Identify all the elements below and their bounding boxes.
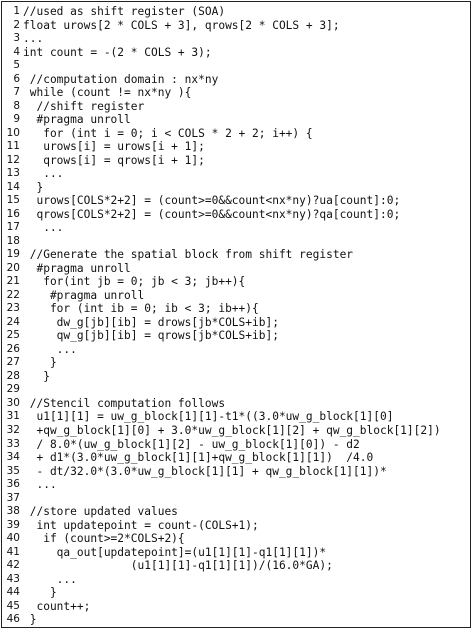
line-number: 7 [13, 86, 20, 99]
code-line [5, 465, 471, 479]
code-line [5, 573, 471, 587]
code-line [5, 397, 471, 411]
code-text [20, 383, 471, 397]
line-number: 4 [13, 45, 20, 58]
line-number: 23 [6, 302, 20, 315]
code-line [5, 532, 471, 546]
code-text: //store updated values [23, 505, 178, 519]
code-line [5, 559, 471, 573]
code-text: //Generate the spatial block from shift register [23, 248, 354, 262]
line-number: 5 [13, 59, 20, 72]
code-text: qa_out[updatepoint]=(u1[1][1]-q1[1][1])* [23, 545, 327, 559]
line-number: 8 [13, 99, 20, 112]
code-line [5, 329, 471, 343]
line-number: 38 [6, 505, 20, 518]
line-number: 29 [6, 383, 20, 396]
code-text [20, 235, 471, 249]
code-line [5, 140, 471, 154]
code-text: #pragma unroll [23, 261, 131, 275]
code-line [5, 194, 471, 208]
line-number: 32 [6, 423, 20, 436]
code-text: qrows[COLS*2+2] = (count>=0&&count<nx*ny)?qa[count]:0; [23, 207, 401, 221]
code-line [5, 275, 471, 289]
code-line [5, 519, 471, 533]
code-text: for(int jb = 0; jb < 3; jb++){ [23, 275, 246, 289]
code-line [5, 208, 471, 222]
code-text: u1[1][1] = uw_g_block[1][1]-t1*((3.0*uw_g_block[1][0] [23, 410, 394, 424]
code-text: urows[i] = urows[i + 1]; [23, 140, 205, 154]
code-text: ... [23, 572, 77, 586]
code-line [5, 113, 471, 127]
code-line [5, 5, 471, 19]
code-text: #pragma unroll [23, 288, 145, 302]
code-text: for (int ib = 0; ib < 3; ib++){ [23, 302, 259, 316]
code-line [5, 478, 471, 492]
code-line [5, 262, 471, 276]
code-line [5, 86, 471, 100]
line-number: 24 [6, 315, 20, 328]
line-number: 26 [6, 342, 20, 355]
code-text: int updatepoint = count-(COLS+1); [23, 518, 259, 532]
code-text: for (int i = 0; i < COLS * 2 + 2; i++) { [23, 126, 313, 140]
code-line [5, 356, 471, 370]
code-line [5, 154, 471, 168]
code-line [5, 492, 471, 506]
code-text: //computation domain : nx*ny [23, 72, 219, 86]
code-text: //shift register [23, 99, 145, 113]
code-text: #pragma unroll [23, 113, 131, 127]
line-number: 43 [6, 572, 20, 585]
code-text: ... [23, 32, 44, 46]
code-text: +qw_g_block[1][0] + 3.0*uw_g_block[1][2] + qw_g_block[1][2]) [23, 423, 441, 437]
code-text: } [23, 369, 50, 383]
line-number: 46 [6, 613, 20, 626]
line-number: 28 [6, 369, 20, 382]
line-number: 30 [6, 396, 20, 409]
line-number: 10 [6, 126, 20, 139]
code-line [5, 32, 471, 46]
code-text: qrows[i] = qrows[i + 1]; [23, 153, 205, 167]
code-text: } [23, 180, 44, 194]
code-text: urows[COLS*2+2] = (count>=0&&count<nx*ny)?ua[count]:0; [23, 194, 401, 208]
code-text: //Stencil computation follows [23, 396, 226, 410]
code-line [5, 221, 471, 235]
line-number: 22 [6, 288, 20, 301]
code-line [5, 167, 471, 181]
code-line [5, 438, 471, 452]
code-text: while (count != nx*ny ){ [23, 86, 192, 100]
line-number: 2 [13, 18, 20, 31]
line-number: 41 [6, 545, 20, 558]
line-number: 12 [6, 153, 20, 166]
code-line [5, 59, 471, 73]
line-number: 44 [6, 586, 20, 599]
code-text: } [23, 356, 57, 370]
code-text: qw_g[jb][ib] = qrows[jb*COLS+ib]; [23, 329, 279, 343]
line-number: 31 [6, 410, 20, 423]
code-line [5, 451, 471, 465]
code-text: count++; [23, 599, 91, 613]
code-line [5, 46, 471, 60]
code-line [5, 248, 471, 262]
line-number: 39 [6, 518, 20, 531]
line-number: 42 [6, 559, 20, 572]
code-text: } [23, 613, 37, 627]
code-line [5, 410, 471, 424]
line-number: 9 [13, 113, 20, 126]
code-text: + d1*(3.0*uw_g_block[1][1]+qw_g_block[1][1]) /4.0 [23, 451, 374, 465]
code-line [5, 316, 471, 330]
code-listing-frame [1, 1, 471, 628]
code-text: ... [23, 221, 64, 235]
code-text: - dt/32.0*(3.0*uw_g_block[1][1] + qw_g_block[1][1])* [23, 464, 387, 478]
code-line [5, 600, 471, 614]
code-line [5, 100, 471, 114]
code-line [5, 505, 471, 519]
code-text: (u1[1][1]-q1[1][1])/(16.0*GA); [23, 559, 333, 573]
code-line [5, 73, 471, 87]
line-number: 45 [6, 599, 20, 612]
code-line [5, 424, 471, 438]
line-number: 27 [6, 356, 20, 369]
code-text: / 8.0*(uw_g_block[1][2] - uw_g_block[1][0]) - d2 [23, 437, 360, 451]
line-number: 37 [6, 491, 20, 504]
line-number: 11 [6, 140, 20, 153]
line-number: 19 [6, 248, 20, 261]
code-text: float urows[2 * COLS + 3], qrows[2 * COLS + 3]; [23, 18, 340, 32]
line-number: 15 [6, 194, 20, 207]
line-number: 6 [13, 72, 20, 85]
code-listing [5, 5, 471, 627]
code-text [20, 59, 471, 73]
line-number: 25 [6, 329, 20, 342]
line-number: 14 [6, 180, 20, 193]
code-line [5, 19, 471, 33]
line-number: 36 [6, 478, 20, 491]
code-text: //used as shift register (SOA) [23, 5, 226, 18]
line-number: 13 [6, 167, 20, 180]
code-text: ... [23, 478, 57, 492]
line-number: 35 [6, 464, 20, 477]
code-text [20, 492, 471, 506]
code-text: if (count>=2*COLS+2){ [23, 532, 185, 546]
code-line [5, 235, 471, 249]
code-line [5, 302, 471, 316]
code-text: dw_g[jb][ib] = drows[jb*COLS+ib]; [23, 315, 279, 329]
code-line [5, 127, 471, 141]
code-line [5, 586, 471, 600]
line-number: 33 [6, 437, 20, 450]
code-line [5, 383, 471, 397]
line-number: 20 [6, 261, 20, 274]
line-number: 34 [6, 451, 20, 464]
code-text: ... [23, 342, 77, 356]
code-text: ... [23, 167, 64, 181]
code-line [5, 546, 471, 560]
code-line [5, 370, 471, 384]
line-number: 1 [13, 5, 20, 17]
code-text: } [23, 586, 57, 600]
code-line [5, 613, 471, 627]
code-line [5, 343, 471, 357]
line-number: 17 [6, 221, 20, 234]
line-number: 18 [6, 234, 20, 247]
code-text: int count = -(2 * COLS + 3); [23, 45, 212, 59]
line-number: 16 [6, 207, 20, 220]
code-line [5, 181, 471, 195]
line-number: 3 [13, 32, 20, 45]
line-number: 40 [6, 532, 20, 545]
line-number: 21 [6, 275, 20, 288]
code-line [5, 289, 471, 303]
